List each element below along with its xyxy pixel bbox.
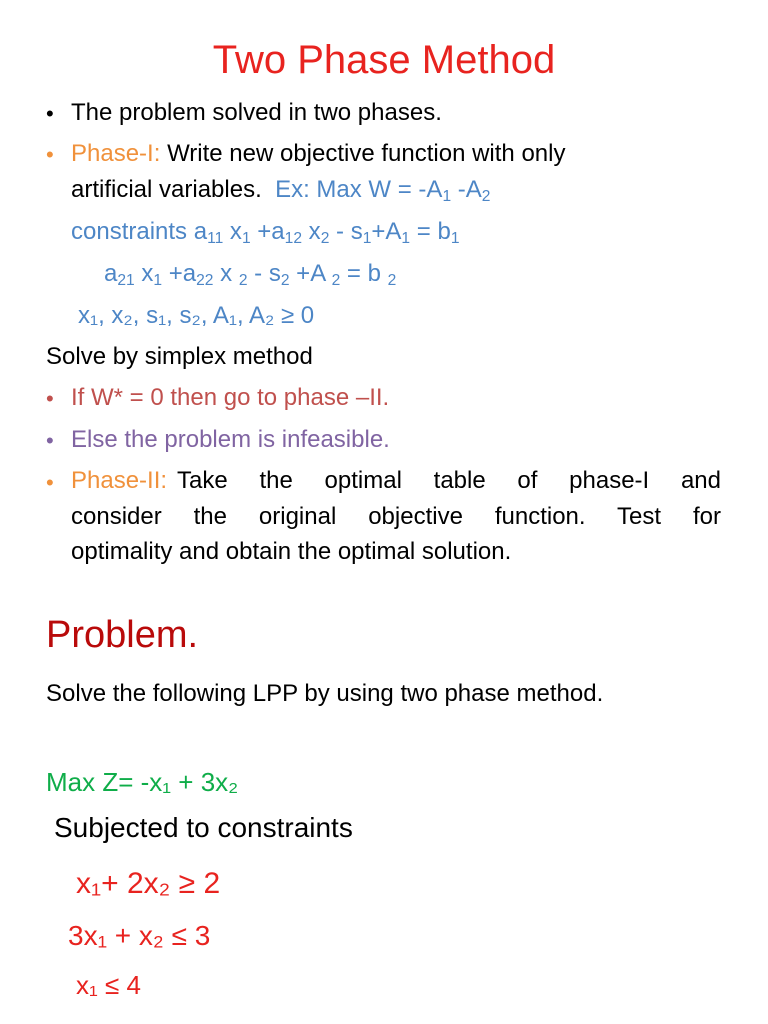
intro-bullet: The problem solved in two phases.: [71, 99, 442, 126]
bullet-dot: •: [46, 386, 54, 411]
phase1-text: Write new objective function with only: [167, 140, 566, 167]
subject-line: Subjected to constraints: [54, 812, 353, 843]
phase2-line2: consider the original objective function. Test for: [71, 503, 721, 530]
solve-line: Solve by simplex method: [46, 343, 313, 370]
bullet-dot: •: [46, 142, 54, 167]
constraint-line-2: $a_{21}$ $x_1 +a_{22}$ x $_2 - s_2 +A$ $_2$ = b $_2$: [104, 260, 397, 289]
page-title: Two Phase Method: [212, 38, 556, 82]
constraint-line-1: constraints $a_{11}$ $x_1 +a_{12}$ $x_2 - s_1+A_1 = b_1$: [71, 218, 460, 247]
phase1-line2-text: artificial variables.: [71, 176, 262, 203]
phase1-line1: [71, 140, 565, 169]
else-bullet: Else the problem is infeasible.: [71, 426, 390, 453]
if-bullet: If W* = 0 then go to phase –II.: [71, 384, 390, 411]
bullet-dot: •: [46, 101, 54, 126]
bullet-dot: •: [46, 428, 54, 453]
problem-text: Solve the following LPP by using two phase method.: [46, 680, 604, 707]
phase1-example: Ex: Max $W = -A_1$ $-A_2$: [275, 176, 491, 205]
phase2-label: Phase-II:: [71, 467, 168, 494]
phase1-line2: [71, 176, 490, 205]
problem-heading: Problem.: [46, 614, 199, 656]
phase2-line1: [71, 467, 721, 496]
nonneg-line: x₁, x₂, s₁, s₂, A₁, A₂ ≥ 0: [78, 302, 315, 329]
constraint-2: 3x₁ + x₂ ≤ 3: [68, 920, 211, 951]
phase1-label: Phase-I:: [71, 140, 161, 167]
bullet-dot: •: [46, 470, 54, 495]
constraint-3: x₁ ≤ 4: [76, 970, 141, 1000]
objective-function: Max Z= -x₁ + 3x₂: [46, 767, 239, 797]
phase2-line3: optimality and obtain the optimal solution.: [71, 538, 512, 565]
phase2-text1: Take the optimal table of phase-I and: [177, 467, 721, 494]
constraint-1: x₁+ 2x₂ ≥ 2: [76, 867, 221, 900]
